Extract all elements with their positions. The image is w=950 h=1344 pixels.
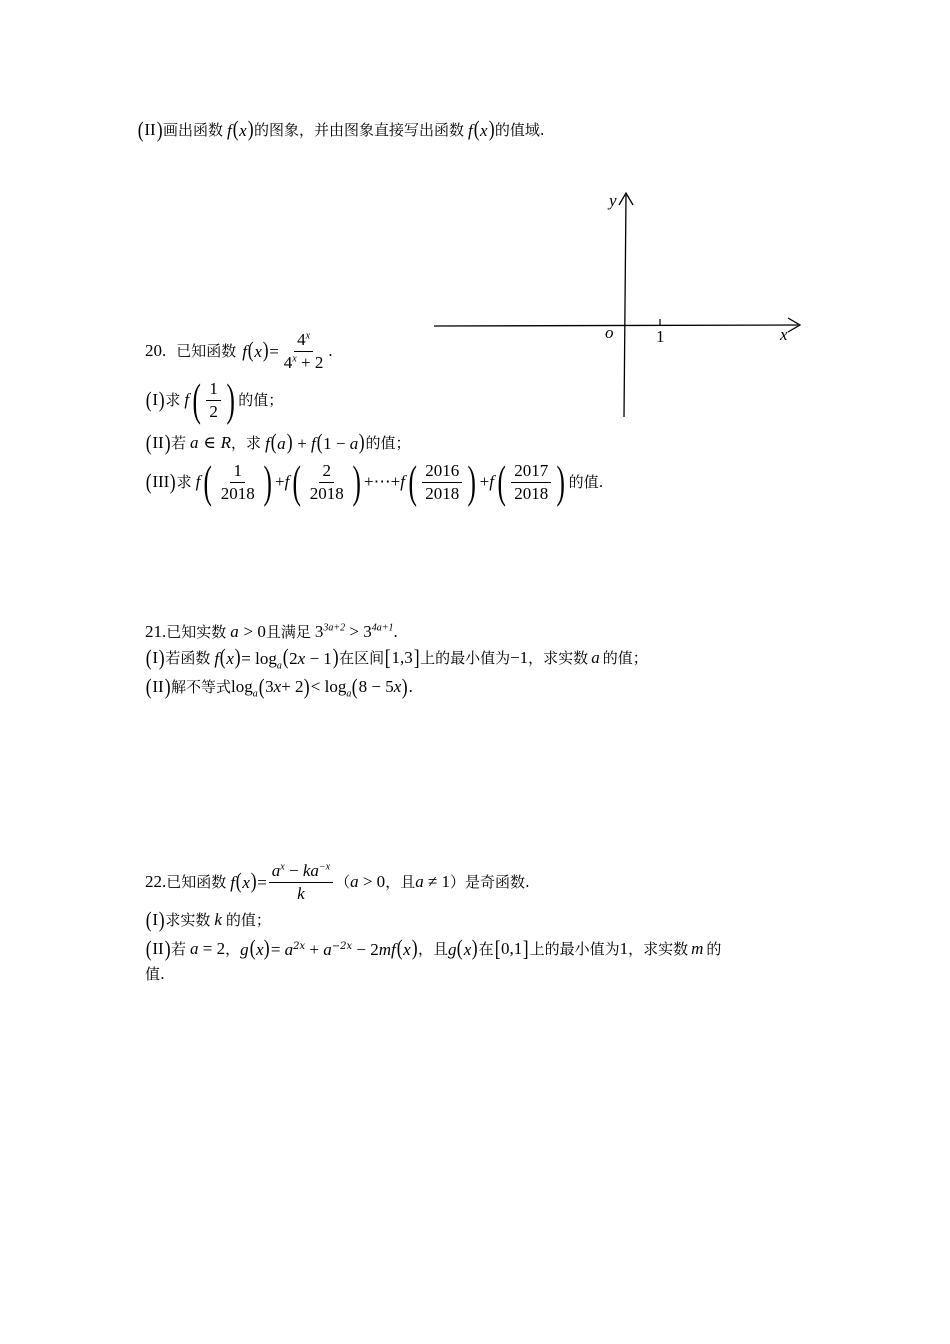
q20-part1: ( I ) 求 f ( $\frac{1}{2}$ ) 的值； xyxy=(145,374,284,425)
q22-part2: ( II ) 若 a = 2 ， $g(x)= a^{2x} + a^{-2x} - 2mf(x)$ ，且 g(x) 在 [ 0,1 ] 上的最小值为 1 ，求实数 m 的 xyxy=(145,935,722,961)
q21-part2: ( II ) 解不等式 $\log_a$ ( 3 x + 2 ) < $\log_a$ ( 8 − 5 x ) . xyxy=(145,674,413,700)
y-axis-label: y xyxy=(609,191,617,210)
origin-label: o xyxy=(605,323,614,342)
x-axis-label: x xyxy=(780,325,788,344)
q20-stem: 20. 已知函数 f(x)= $\frac{4^x}{4^x + 2}$ . xyxy=(145,329,333,372)
tick-label: 1 xyxy=(656,327,665,346)
q20-part3: ( III ) 求 f ( $\frac{1}{2018}$ ) + f ( $\frac{2}{2018}$ ) +⋯+ f ( $\frac{2016}{2018}$ ) + f ( $\frac{2017}{2018}$ ) 的值. xyxy=(145,456,604,507)
q21-part1: ( I ) 若函数 $f(x)= \log_a(2x - 1)$ 在区间 [ 1,3 ] 上的最小值为 −1 ，求实数 a 的值； xyxy=(145,644,648,672)
q20-part2: ( II ) 若 a ∈ R ，求 f(a) + f(1 − a) 的值； xyxy=(145,429,411,455)
q21-stem: 21. 已知实数 a > 0 且满足 $3^{3a+2} > 3^{4a+1}$. xyxy=(145,622,398,641)
q22-stem: 22. 已知函数 f(x)= $\frac{a^x - ka^{-x}}{k}$ （ a > 0 ，且 a ≠ 1 ）是奇函数. xyxy=(145,860,530,903)
q22-part2-wrap: 值. xyxy=(145,965,165,983)
coordinate-axes xyxy=(420,185,820,430)
q22-part1: ( I ) 求实数 k 的值； xyxy=(145,907,271,932)
q19-part2: ( II ) 画出函数 f(x) 的图象，并由图象直接写出函数 f(x) 的值域. xyxy=(137,116,545,142)
